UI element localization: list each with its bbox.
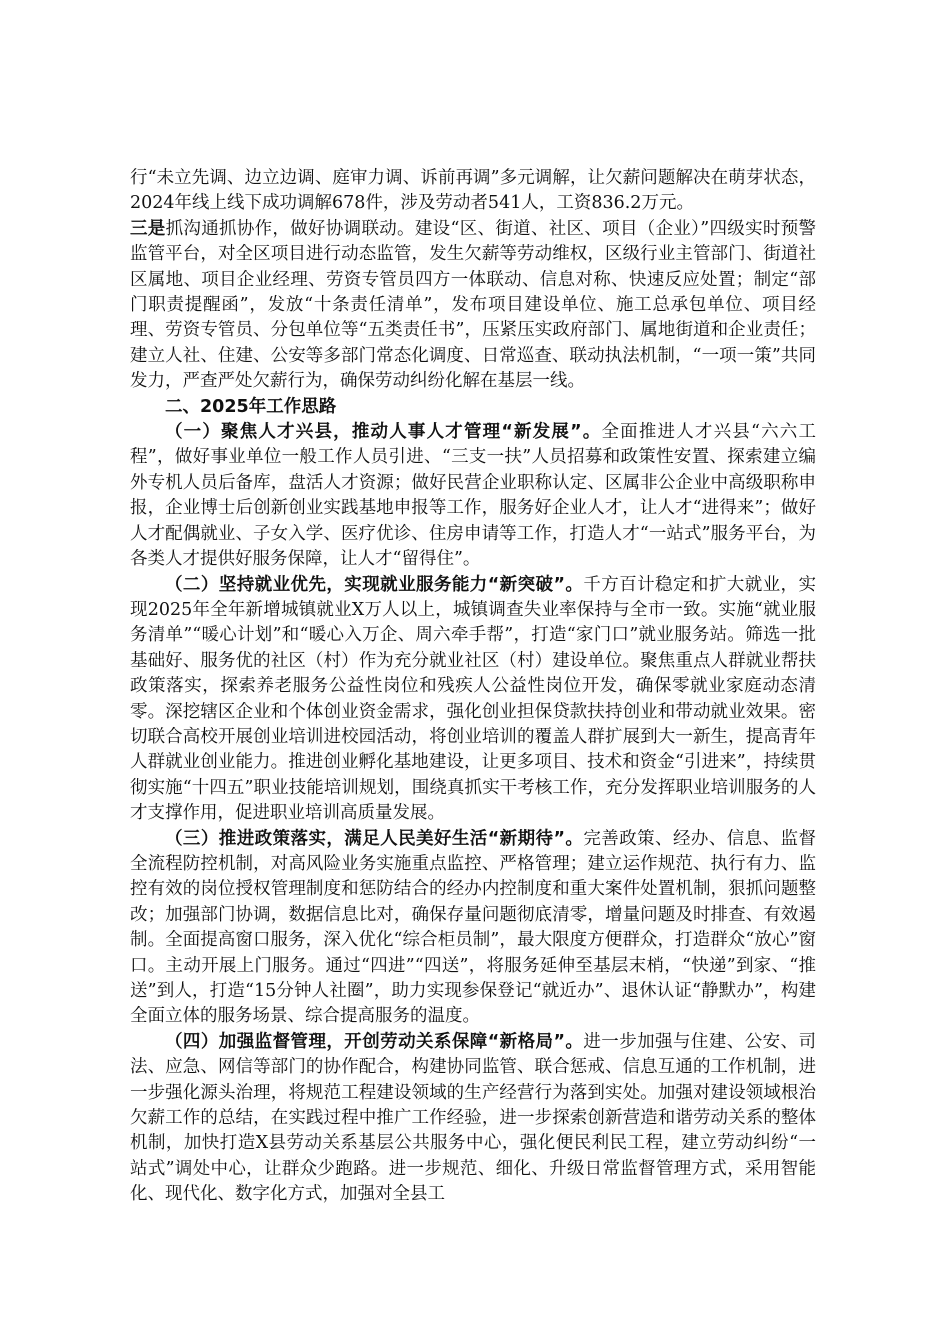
document-body — [130, 166, 816, 1208]
paragraph-lead: 三是 — [130, 218, 166, 239]
subsection-text: 进一步加强与住建、公安、司法、应急、网信等部门的协作配合，构建协同监管、联合惩戒、信息互通的工作机制，进一步强化源头治理，将规范工程建设领域的生产经营行为落到实处。加强对建设领域根治欠薪工作的总结，在实践过程中推广工作经验，进一步探索创新营造和谐劳动关系的整体机制，加快打造X县劳动关系基层公共服务中心，强化便民利民工程，建立劳动纠纷“一站式”调处中心，让群众少跑路。进一步规范、细化、升级日常监督管理方式，采用智能化、现代化、数字化方式，加强对全县工 — [130, 1031, 816, 1205]
paragraph-text: 行“未立先调、边立边调、庭审力调、诉前再调”多元调解，让欠薪问题解决在萌芽状态，2024年线上线下成功调解678件，涉及劳动者541人，工资836.2万元。 — [130, 168, 816, 214]
paragraph-point-three — [130, 217, 816, 395]
paragraph-continued — [130, 166, 816, 217]
subsection-policy — [130, 827, 816, 1030]
subsection-title: （一）聚焦人才兴县，推动人事人才管理“新发展”。 — [165, 422, 602, 443]
subsection-employment — [130, 573, 816, 827]
subsection-title: （四）加强监督管理，开创劳动关系保障“新格局”。 — [165, 1031, 584, 1052]
subsection-text: 千方百计稳定和扩大就业，实现2025年全年新增城镇就业X万人以上，城镇调查失业率保持与全市一致。实施“就业服务清单”“暖心计划”和“暖心入万企、周六牵手帮”，打造“家门口”就业服务站。筛选一批基础好、服务优的社区（村）作为充分就业社区（村）建设单位。聚焦重点人群就业帮扶政策落实，探索养老服务公益性岗位和残疾人公益性岗位开发，确保零就业家庭动态清零。深挖辖区企业和个体创业资金需求，强化创业担保贷款扶持创业和带动就业效果。密切联合高校开展创业培训进校园活动，将创业培训的覆盖人群扩展到大一新生，提高青年人群就业创业能力。推进创业孵化基地建设，让更多项目、技术和资金“引进来”，持续贯彻实施“十四五”职业技能培训规划，围绕真抓实干考核工作，充分发挥职业培训服务的人才支撑作用，促进职业培训高质量发展。 — [130, 574, 816, 824]
subsection-title: （三）推进政策落实，满足人民美好生活“新期待”。 — [165, 828, 584, 849]
subsection-supervision — [130, 1030, 816, 1208]
subsection-text: 完善政策、经办、信息、监督全流程防控机制，对高风险业务实施重点监控、严格管理；建立运作规范、执行有力、监控有效的岗位授权管理制度和惩防结合的经办内控制度和重大案件处置机制，狠抓问题整改；加强部门协调，数据信息比对，确保存量问题彻底清零，增量问题及时排查、有效遏制。全面提高窗口服务，深入优化“综合柜员制”，最大限度方便群众，打造群众“放心”窗口。主动开展上门服务。通过“四进”“四送”，将服务延伸至基层末梢，“快递”到家、“推送”到人，打造“15分钟人社圈”，助力实现参保登记“就近办”、退休认证“静默办”，构建全面立体的服务场景、综合提高服务的温度。 — [130, 828, 816, 1027]
subsection-text: 全面推进人才兴县“六六工程”，做好事业单位一般工作人员引进、“三支一扶”人员招募和政策性安置、探索建立编外专机人员后备库，盘活人才资源；做好民营企业职称认定、区属非公企业中高级职称申报，企业博士后创新创业实践基地申报等工作，服务好企业人才，让人才“进得来”；做好人才配偶就业、子女入学、医疗优诊、住房申请等工作，打造人才“一站式”服务平台，为各类人才提供好服务保障，让人才“留得住”。 — [130, 422, 816, 570]
subsection-talent — [130, 420, 816, 572]
subsection-title: （二）坚持就业优先，实现就业服务能力“新突破”。 — [165, 574, 584, 595]
section-heading: 二、2025年工作思路 — [165, 396, 337, 417]
paragraph-text: 抓沟通抓协作，做好协调联动。建设“区、街道、社区、项目（企业）”四级实时预警监管平台，对全区项目进行动态监管，发生欠薪等劳动维权，区级行业主管部门、街道社区属地、项目企业经理、劳资专管员四方一体联动、信息对称、快速反应处置；制定“部门职责提醒函”，发放“十条责任清单”，发布项目建设单位、施工总承包单位、项目经理、劳资专管员、分包单位等“五类责任书”，压紧压实政府部门、属地街道和企业责任；建立人社、住建、公安等多部门常态化调度、日常巡查、联动执法机制，“一项一策”共同发力，严查严处欠薪行为，确保劳动纠纷化解在基层一线。 — [130, 218, 817, 392]
